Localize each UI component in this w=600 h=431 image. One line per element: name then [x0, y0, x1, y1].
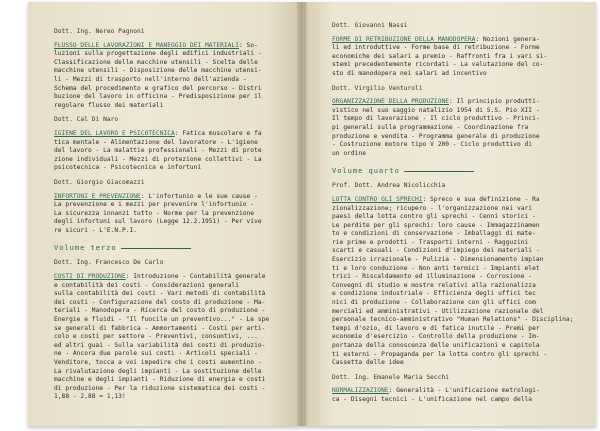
text-line	[332, 36, 592, 45]
text-line: macchine utensili - Disposizione delle macchine utensi-	[54, 67, 262, 75]
text-line: sulla contabilità dei costi - Vari metodi di contabilità	[54, 290, 266, 298]
text-line: buzione del lavoro in officina - Predisposizione per il	[54, 93, 262, 101]
text-line: economiche dei salari a premio - Raffronti fra i vari si-	[332, 52, 548, 60]
right-page	[304, 2, 596, 426]
text-line: tica mentale - Alimentazione del lavoratore - L'igiene	[54, 138, 258, 146]
left-page	[28, 2, 300, 426]
text-line: Venditore, tocca a voi impedire che i costi aumentino -	[54, 359, 262, 366]
volume-heading	[332, 167, 592, 176]
author: Dott. Giorgio Giacomazzi	[54, 178, 145, 186]
author: Dott. Ing. Emanele Maria Secchi	[332, 373, 450, 381]
text-line: ca - Disegni tecnici - L'unificazione nel campo della	[332, 395, 533, 403]
section-title: IGIENE DEL LAVORO E PSICOTECNICA	[54, 129, 175, 137]
text-line: li - Mezzi di trasporto nell'interno dell'azienda -	[54, 75, 247, 83]
text-line: se generali di fabbrica - Ammortamenti - Costi per arti-	[54, 324, 266, 332]
text-line: to e condizioni di conservazione - Imballaggi di mate-	[332, 230, 536, 238]
text-line: regolare flusso dei materiali	[54, 101, 164, 109]
text-line: La prevenzione e i mezzi per prevenire l'infortunio -	[54, 201, 255, 209]
text-line: merciali ed amministrativi - Utilizzazione razionale del	[332, 307, 544, 315]
text-line: re sicuri - L'E.N.P.I.	[54, 226, 138, 234]
text-line: colo e costi per settore - Preventivi, consuntivi, ...	[54, 333, 258, 341]
text-line: Il tempo di lavorazione - Il ciclo produttivo - Princi-	[332, 115, 540, 123]
text-line: sto di manodopera nei salari ad incentivo	[332, 69, 487, 77]
text-line: Le perdite per gli sprechi: loro cause - Immagazzinamen	[332, 221, 540, 229]
text-line	[54, 193, 294, 202]
text-line: economie d'esercizio - Controllo della produzione - Im-	[332, 333, 540, 341]
text-line: personale tecnico-amministrativo "Human Relations" - Disciplina;	[332, 316, 574, 324]
text-line: paesi della lotta contro gli sprechi - Cenni storici -	[332, 213, 536, 221]
text-line: macchine e degli impianti - Riduzione di energia e costi	[54, 376, 266, 384]
text-line: un ordine	[332, 149, 366, 157]
text-line: psicotecnica - Psicotecnica e infortuni	[54, 164, 202, 172]
text-line	[54, 130, 294, 139]
section-title: LOTTA CONTRO GLI SPRECHI	[332, 195, 423, 203]
text-line: trici - Riscaldamento ed illuminazione - Corrosione -	[332, 273, 533, 281]
text-line: Convegni di studio e mostre relativi alla razionalizza	[332, 281, 536, 289]
book-gutter	[296, 2, 308, 426]
section-title: INFORTUNI E PREVENZIONE	[54, 192, 141, 200]
line-text: : Fatica muscolare e fa	[174, 129, 262, 137]
text-line: ti e loro conduzione - Non anti termici - Impianti elet	[332, 264, 540, 272]
author: Dott. Ing. Nereo Pagnoni	[54, 28, 145, 35]
line-text: : So-	[238, 41, 258, 49]
text-line	[332, 196, 592, 205]
line-text: : Nozioni genera-	[475, 35, 540, 43]
text-line: Cassetta delle idee	[332, 359, 404, 367]
heading-rule	[121, 248, 191, 249]
text-line: Classificazione delle macchine utensili - Scelta delle	[54, 58, 258, 66]
author: Dott. Virgilio Venturoli	[332, 84, 423, 92]
text-line	[54, 42, 294, 51]
text-line: Energie e fluidi - "Il fuocile un preventivo..." - Le spe	[54, 316, 270, 324]
line-text: : Generalità - L'unificazione metrologi-	[388, 387, 540, 395]
text-line: luzioni sulla progettazione degli edifici industriali -	[54, 50, 262, 58]
author: Dott. Cal Di Naro	[54, 116, 119, 124]
left-page-content	[54, 28, 294, 402]
line-text: : L'infortunio e le sue cause -	[140, 192, 258, 200]
text-line	[54, 273, 294, 282]
text-line: vistico nel suo saggio natalizio 1954 di S.S. Pio XII -	[332, 106, 540, 114]
right-page-content	[332, 22, 592, 405]
text-line: Esercizio irrazionale - Pulizia - Dimensionamento impian	[332, 256, 544, 264]
section-title: FORME DI RETRIBUZIONE DELLA MANODOPERA	[332, 35, 476, 43]
text-line	[332, 387, 592, 396]
heading-rule	[404, 171, 474, 172]
text-line: degli infortuni sul lavoro (Legge 12.2.1951) - Per vive	[54, 218, 262, 226]
text-line: ne - Ancora due parole sui costi - Articoli speciali -	[54, 350, 258, 358]
line-text: : Introduzione - Contabilità generale	[125, 273, 266, 281]
line-text: : Spreco e sua definizione - Ra	[422, 195, 540, 203]
text-line: li ed introduttive - Forme base di retribuzione - Forme	[332, 44, 540, 52]
volume-heading-text: Volume terzo	[54, 244, 117, 253]
text-line: tempi d'ozio, di lavoro e di fatica inutile - Premi per	[332, 324, 540, 332]
volume-heading	[54, 244, 294, 253]
text-line: - Costruzione motore tipo V 200 - Ciclo produttivo di	[332, 141, 533, 149]
section-title: ORGANIZZAZIONE DELLA PRODUZIONE	[332, 98, 450, 106]
text-line	[332, 98, 592, 107]
text-line: ti esterni - Propaganda per la lotta contro gli sprechi -	[332, 350, 548, 358]
text-line: portanza della conoscenza delle unificazioni e capitola	[332, 342, 540, 349]
line-text: : Il principio produtti-	[449, 98, 540, 106]
text-line: Schema del procedimento e grafico del percorso - Distri	[54, 84, 262, 92]
section-title: COSTI DI PRODUZIONE	[54, 273, 126, 281]
text-line: La rivalutazione degli impianti - La sostituzione delle	[54, 367, 262, 375]
text-line: La sicurezza innanzi tutto - Norme per la prevenzione	[54, 209, 255, 217]
author: Dott. Ing. Francesco De Carlo	[54, 259, 164, 267]
text-line: rie prime e prodotti - Trasporti interni - Ragguzini	[332, 238, 529, 246]
text-line: scarti e casuali - Condizioni d'impiego dei materiali -	[332, 247, 540, 255]
text-line: e condizione industriale - Efficienza degli uffici tec	[332, 290, 536, 298]
text-line: produzione e vendita - Programma generale di produzione	[332, 132, 540, 140]
text-line: pi generali sulla programmazione - Coordinazione fra	[332, 123, 529, 131]
text-line: e contabilità dei costi - Considerazioni generali	[54, 281, 239, 289]
author: Prof. Dott. Andrea Nicolicchia	[332, 182, 446, 190]
text-line: teriali - Manodopera - Ricerca del costo di produzione -	[54, 307, 266, 315]
open-book	[28, 2, 596, 426]
text-line: del lavoro - La malattie professionali - Mezzi di prote	[54, 147, 262, 155]
section-title: FLUSSO DELLE LAVORAZIONI E MANEGGIO DEI MATERIALI	[54, 41, 239, 49]
text-line: dei costi - Configurazione del costo di produzione - Ma-	[54, 298, 266, 306]
text-line: 1,88 - 2,88 = 1,13!	[54, 393, 126, 401]
section-title: NORMALIZZAZIONE	[332, 387, 389, 395]
text-line: di produzione - Per la riduzione sistematica dei costi -	[54, 384, 266, 392]
author: Dott. Giovanni Nassi	[332, 22, 408, 29]
text-line: zionalizzazione; ricupero - l'organizzazione nei vari	[332, 204, 533, 212]
text-line: nici di produzione - Collaborazione con gli uffici com	[332, 299, 536, 307]
text-line: zione individuali - Mezzi di protezione collettivi - La	[54, 155, 262, 163]
volume-heading-text: Volume quarto	[332, 167, 400, 176]
text-line: ed altri guai - Sulla variabilità dei costi di produzio-	[54, 341, 266, 349]
text-line: stemi precedentemente ricordati - La valutazione del co-	[332, 61, 544, 69]
